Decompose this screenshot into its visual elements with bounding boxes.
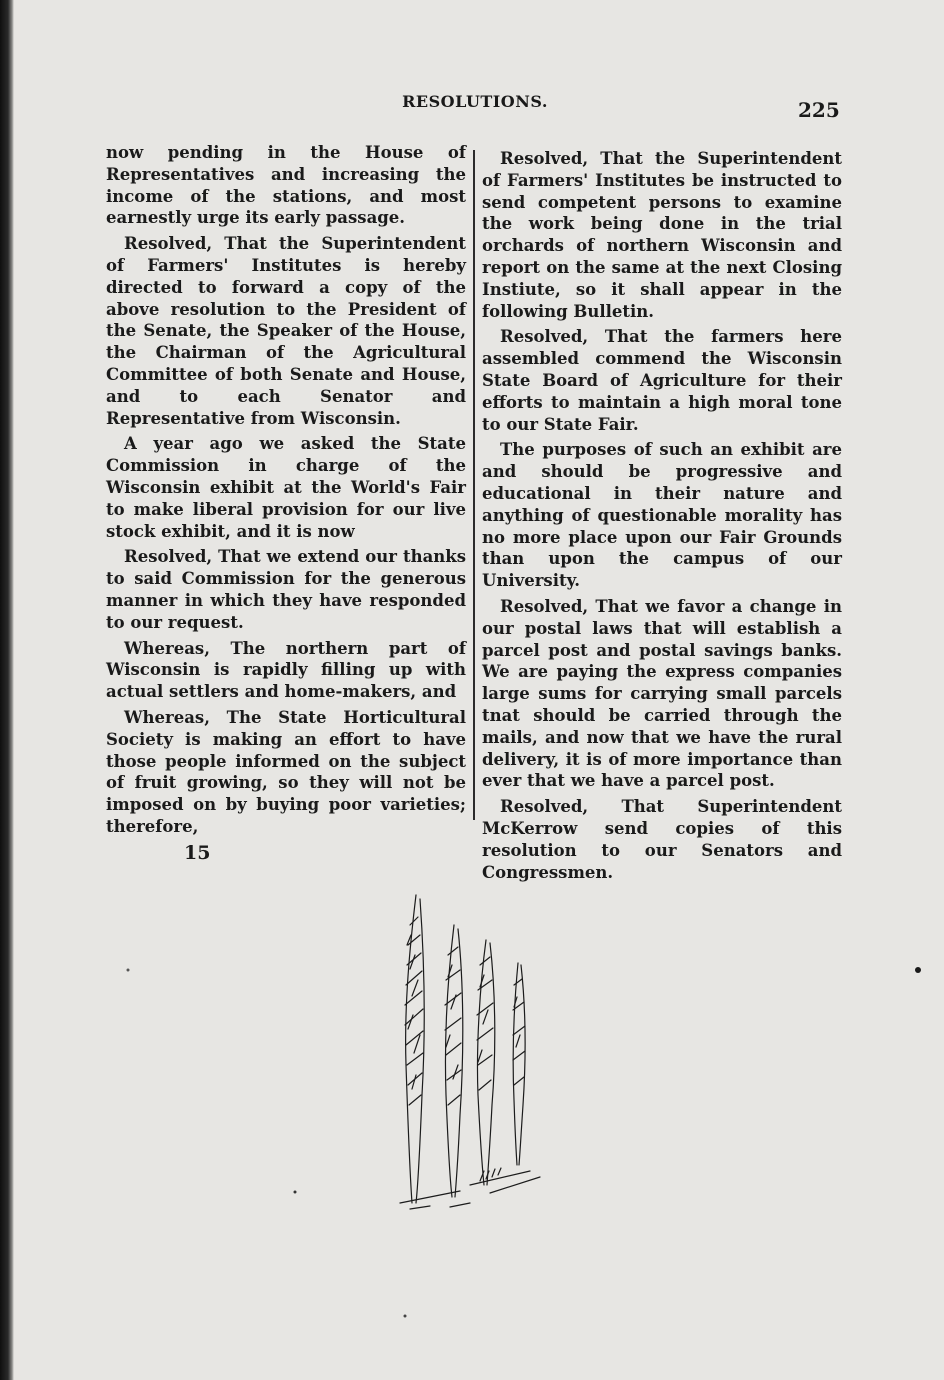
- page-number: 225: [798, 98, 840, 122]
- left-paragraph-4: Resolved, That we extend our thanks to said Commission for the generous manner in which they have responded to our request.: [106, 547, 466, 632]
- left-paragraph-3: A year ago we asked the State Commission in charge of the Wisconsin exhibit at the World's Fair to make liberal provision for our live stock exhibit, and it is now: [106, 434, 466, 541]
- column-divider: [473, 150, 475, 820]
- right-column: [482, 148, 842, 887]
- right-paragraph-5: Resolved, That Superintendent McKerrow send copies of this resolution to our Senators and Congressmen.: [482, 797, 842, 882]
- running-title: RESOLUTIONS.: [402, 92, 548, 111]
- right-paragraph-3: The purposes of such an exhibit are and should be progressive and educational in their nature and anything of questionable morality has no more place upon our Fair Grounds than upon the campus of our University.: [482, 440, 842, 591]
- left-column: [106, 142, 466, 842]
- book-binding-edge: [0, 0, 14, 1380]
- signature-mark: 15: [184, 842, 211, 864]
- left-paragraph-2: Resolved, That the Superintendent of Farmers' Institutes is hereby directed to forward a copy of the above resolution to the President of the Senate, the Speaker of the House, the Chairman of the Agricultural Committee of both Senate and House, and to each Senator and Representative from Wisconsin.: [106, 234, 466, 428]
- left-paragraph-6: Whereas, The State Horticultural Society is making an effort to have those people informed on the subject of fruit growing, so they will not be imposed on by buying poor varieties; therefore,: [106, 707, 466, 836]
- right-paragraph-2: Resolved, That the farmers here assembled commend the Wisconsin State Board of Agriculture for their efforts to maintain a high moral tone to our State Fair.: [482, 327, 842, 434]
- left-paragraph-1: now pending in the House of Representatives and increasing the income of the stations, and most earnestly urge its early passage.: [106, 143, 466, 228]
- poplar-trees-illustration: [380, 885, 570, 1215]
- right-paragraph-1: Resolved, That the Superintendent of Farmers' Institutes be instructed to send competent persons to examine the work being done in the trial orchards of northern Wisconsin and report on the same at the next Closing Instiute, so it shall appear in the following Bulletin.: [482, 149, 842, 321]
- left-paragraph-5: Whereas, The northern part of Wisconsin is rapidly filling up with actual settlers and home-makers, and: [106, 638, 466, 702]
- right-paragraph-4: Resolved, That we favor a change in our postal laws that will establish a parcel post and postal savings banks. We are paying the express companies large sums for carrying small parcels tnat should be carried through the mails, and now that we have the rural delivery, it is of more importance than ever that we have a parcel post.: [482, 596, 842, 791]
